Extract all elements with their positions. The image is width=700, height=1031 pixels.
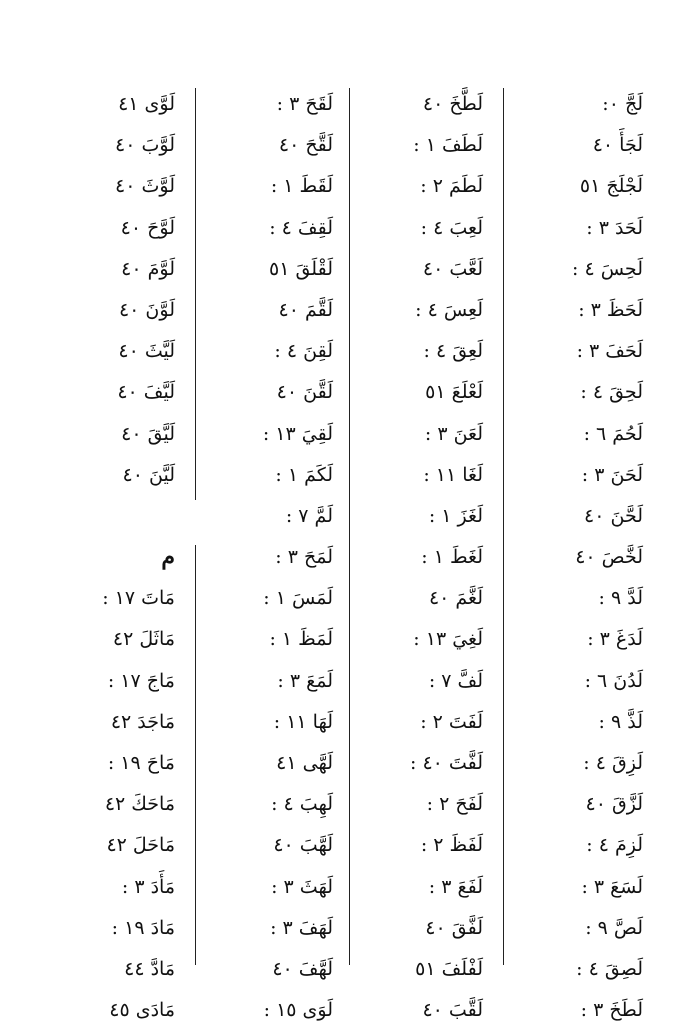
entry: لَوَّمَ ٤٠	[121, 257, 175, 280]
entry: لَعِبَ ٤ :	[420, 216, 483, 239]
entry: لَهَا ١١ :	[273, 710, 333, 733]
entry: لَفَتَ ٢ :	[420, 710, 483, 733]
entry: لَزِقَ ٤ :	[583, 752, 643, 774]
entry: لَحُمَ ٦ :	[583, 422, 643, 445]
entry: لَعْلَعَ ٥١	[425, 381, 483, 404]
entry: لَقَطَ ١ :	[270, 175, 333, 198]
entry: لَفَحَ ٢ :	[426, 793, 483, 816]
entry: مَادَ ١٩ :	[111, 916, 175, 939]
entry: لَفَّقَ ٤٠	[425, 916, 483, 939]
entry: لَحَفَ ٣ :	[576, 340, 643, 363]
entry: لَوَّحَ ٤٠	[120, 216, 175, 239]
entry: مَاجَ ١٧ :	[107, 669, 175, 692]
entry: لَهِبَ ٤ :	[271, 793, 333, 816]
entry: لَطَفَ ١ :	[413, 134, 483, 157]
entry: لَمَحَ ٣ :	[275, 546, 333, 569]
entry: لَوَّنَ ٤٠	[118, 298, 175, 321]
entry: لَوَّثَ ٤٠	[115, 175, 175, 198]
entry: مَاحَ ١٩ :	[107, 752, 175, 774]
entry: لَيَّنَ ٤٠	[122, 463, 175, 486]
entry: لَعَّبَ ٤٠	[422, 257, 483, 280]
entry: مَاحَلَ ٤٢	[106, 834, 175, 857]
entry: لَيَّثَ ٤٠	[118, 340, 175, 363]
entry: لَوَّبَ ٤٠	[115, 134, 175, 157]
entry: لَمَسَ ١ :	[263, 587, 333, 610]
column-divider	[195, 88, 196, 500]
entry: لَوَّى ٤١	[118, 93, 175, 115]
entry: لَمَّ ٧ :	[285, 504, 333, 527]
entry: لَزَّقَ ٤٠	[585, 793, 643, 816]
entry: لَغَا ١١ :	[423, 463, 483, 486]
entry: مَاتَ ١٧ :	[102, 587, 175, 610]
entry: لَطَّخَ ٤٠	[422, 93, 483, 115]
entry: لَقِنَ ٤ :	[274, 340, 333, 363]
column-4	[30, 84, 175, 1031]
entry: لَهَّى ٤١	[276, 752, 333, 774]
entry: لَقَّبَ ٤٠	[422, 999, 483, 1022]
section-heading: م	[161, 544, 175, 571]
entry: لَغَّمَ ٤٠	[428, 587, 483, 610]
entry: مَادَى ٤٥	[109, 999, 175, 1022]
column-1	[498, 84, 643, 1031]
entry: لَدُنَ ٦ :	[584, 669, 643, 692]
entry: لَغَطَ ١ :	[421, 546, 483, 569]
entry: لَمَعَ ٣ :	[277, 669, 333, 692]
entry: لَدَّ ٩ :	[598, 587, 643, 610]
entry: لَعَنَ ٣ :	[424, 422, 483, 445]
entry: لَحِقَ ٤ :	[580, 381, 643, 404]
column-2	[338, 84, 483, 1031]
entry: لَفَظَ ٢ :	[420, 834, 483, 857]
entry: لَهَثَ ٣ :	[271, 875, 333, 898]
entry: لَقْلَقَ ٥١	[269, 257, 333, 280]
entry: لَدَغَ ٣ :	[587, 628, 643, 651]
entry: لَطَخَ ٣ :	[580, 999, 643, 1022]
entry: لَسَعَ ٣ :	[581, 875, 643, 898]
entry: لَحَّنَ ٤٠	[584, 504, 643, 527]
entry: مَادَّ ٤٤	[124, 957, 175, 980]
entry: لَجَأَ ٤٠	[592, 134, 643, 157]
entry: لَفَّتَ ٤٠ :	[410, 752, 483, 774]
entry	[30, 496, 175, 537]
entry: لَقِفَ ٤ :	[269, 216, 333, 239]
entry: لَفَّ ٧ :	[428, 669, 483, 692]
entry: لَهَّفَ ٤٠	[272, 957, 333, 980]
entry: لَحِسَ ٤ :	[572, 257, 643, 280]
entry: لَكَمَ ١ :	[275, 463, 333, 486]
entry: مَاثَلَ ٤٢	[112, 628, 175, 651]
entry: لَفَعَ ٣ :	[428, 875, 483, 898]
entry: لَهَّبَ ٤٠	[273, 834, 333, 857]
entry: لَجْلَجَ ٥١	[579, 175, 643, 198]
entry: لَقِيَ ١٣ :	[262, 422, 333, 445]
entry: لَمَظَ ١ :	[269, 628, 333, 651]
entry: لَطَمَ ٢ :	[420, 175, 483, 198]
entry: لَحَدَ ٣ :	[586, 216, 643, 239]
entry: لَحَظَ ٣ :	[578, 298, 643, 321]
column-divider	[195, 545, 196, 965]
entry: لَفْلَفَ ٥١	[415, 957, 483, 980]
entry: لَيَّقَ ٤٠	[121, 422, 175, 445]
column-divider	[503, 88, 504, 965]
entry: لَعِسَ ٤ :	[415, 298, 483, 321]
entry: لَصَّ ٩ :	[585, 916, 643, 939]
entry: لَقَّنَ ٤٠	[276, 381, 333, 404]
entry: لَهَفَ ٣ :	[270, 916, 333, 939]
entry: لَصِقَ ٤ :	[576, 957, 643, 980]
entry: لَحَنَ ٣ :	[581, 463, 643, 486]
entry: لَوَى ١٥ :	[263, 999, 333, 1022]
entry: مَأَدَ ٣ :	[121, 875, 175, 898]
entry: مَاحَكَ ٤٢	[104, 793, 175, 816]
entry: لَخَّصَ ٤٠	[575, 546, 643, 569]
entry: لَزِمَ ٤ :	[586, 834, 643, 857]
entry: لَغَزَ ١ :	[428, 504, 483, 527]
entry: لَغِيَ ١٣ :	[413, 628, 483, 651]
entry: لَقَّحَ ٤٠	[278, 134, 333, 157]
entry: لَعِقَ ٤ :	[423, 340, 483, 363]
column-divider	[349, 88, 350, 965]
entry: مَاجَدَ ٤٢	[110, 710, 175, 733]
entry: لَقَّمَ ٤٠	[278, 298, 333, 321]
entry: لَذَّ ٩ :	[598, 710, 643, 733]
entry: لَجَّ ۰:	[602, 93, 643, 115]
entry: لَقَحَ ٣ :	[276, 93, 333, 115]
column-3	[188, 84, 333, 1031]
entry: لَيَّفَ ٤٠	[117, 381, 175, 404]
